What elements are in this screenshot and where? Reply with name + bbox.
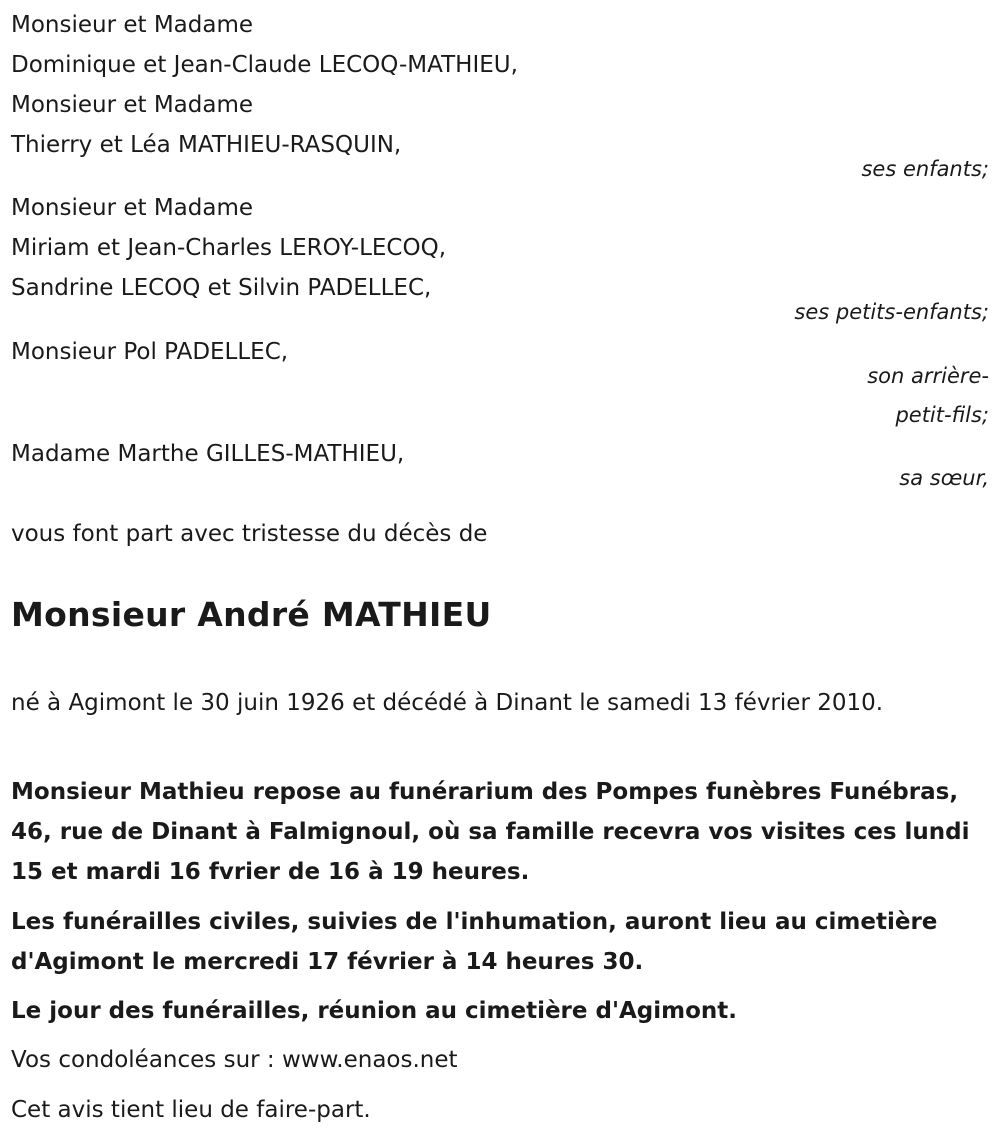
family-line: Sandrine LECOQ et Silvin PADELLEC, xyxy=(11,275,432,301)
announcement-text: vous font part avec tristesse du décès de xyxy=(11,521,488,547)
relation-label-sister: sa sœur, xyxy=(899,466,989,490)
birth-death-text: né à Agimont le 30 juin 1926 et décédé à Dinant le samedi 13 février 2010. xyxy=(11,690,884,716)
condolences-text: Vos condoléances sur : www.enaos.net xyxy=(11,1047,458,1073)
family-line: Madame Marthe GILLES-MATHIEU, xyxy=(11,441,405,467)
deceased-name: Monsieur André MATHIEU xyxy=(11,595,492,634)
family-line: Monsieur et Madame xyxy=(11,195,254,221)
family-line: Miriam et Jean-Charles LEROY-LECOQ, xyxy=(11,235,447,261)
meeting-info: Le jour des funérailles, réunion au cimetière d'Agimont. xyxy=(11,998,738,1024)
relation-label-grandchildren: ses petits-enfants; xyxy=(794,300,989,324)
family-line: Monsieur Pol PADELLEC, xyxy=(11,339,289,365)
relation-label-great-grandson: son arrière- xyxy=(867,364,989,388)
family-line: Dominique et Jean-Claude LECOQ-MATHIEU, xyxy=(11,52,518,78)
funeral-info: Les funérailles civiles, suivies de l'inhumation, auront lieu au cimetière d'Agimont le mercredi 17 février à 14 heures 30. xyxy=(11,909,938,975)
family-line: Thierry et Léa MATHIEU-RASQUIN, xyxy=(11,132,402,158)
notice-text: Cet avis tient lieu de faire-part. xyxy=(11,1097,371,1123)
family-line: Monsieur et Madame xyxy=(11,92,254,118)
relation-label-children: ses enfants; xyxy=(861,157,989,181)
viewing-info: Monsieur Mathieu repose au funérarium des Pompes funèbres Funébras, 46, rue de Dinant à Falmignoul, où sa famille recevra vos visites ces lundi 15 et mardi 16 fvrier de 16 à 19 heures. xyxy=(11,779,970,885)
relation-label-great-grandson-cont: petit-fils; xyxy=(895,403,989,427)
family-line: Monsieur et Madame xyxy=(11,12,254,38)
